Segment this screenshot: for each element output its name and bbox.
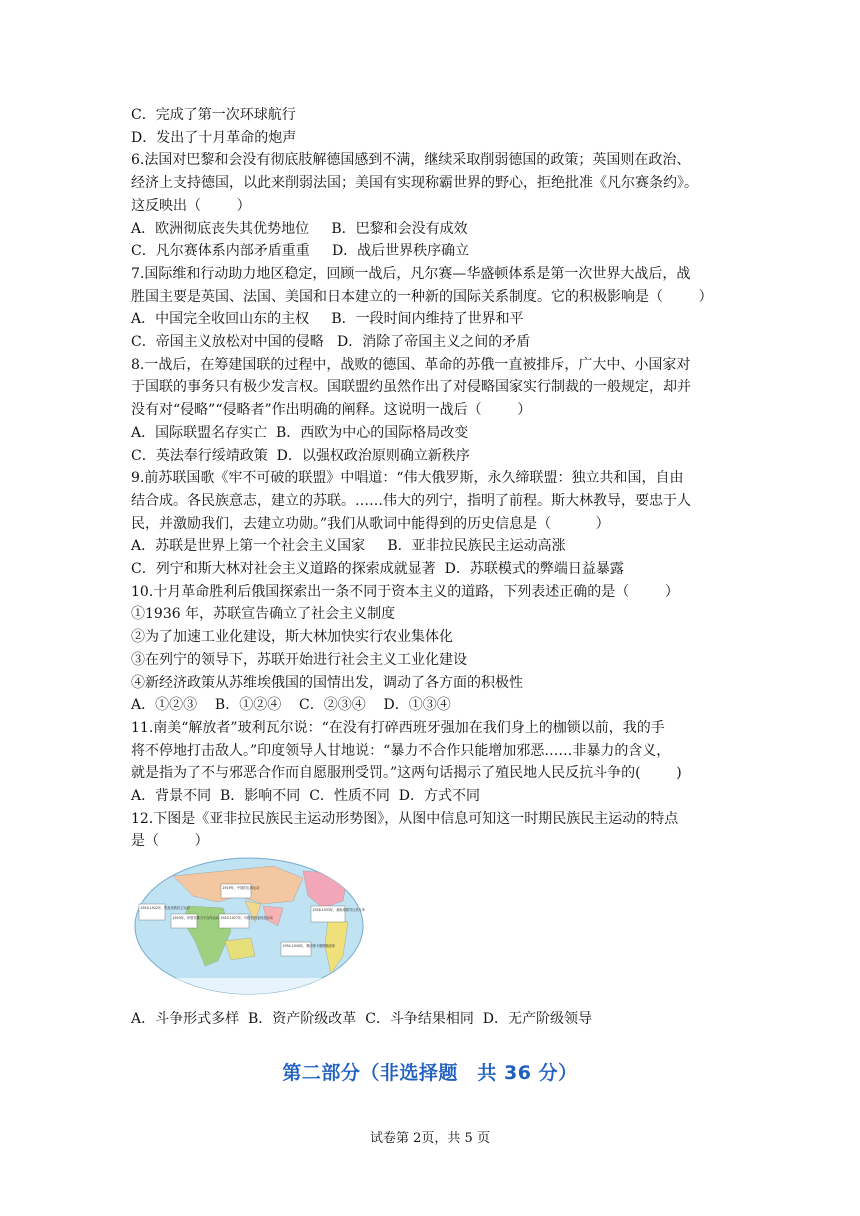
map-label: 1919年，中国的五四运动 <box>222 886 260 890</box>
text-line: 就是指为了不与邪恶合作而自愿服刑受罚。”这两句话揭示了殖民地人民反抗斗争的( ) <box>131 765 682 782</box>
text-line: D．发出了十月革命的炮声 <box>131 129 297 146</box>
map-label: 1919-1922年，埃及民族民主运动 <box>140 906 190 910</box>
text-line: A．苏联是世界上第一个社会主义国家 B．亚非拉民族民主运动高涨 <box>131 538 566 555</box>
map-label: 1934-1940年，墨西哥卡德纳斯改革 <box>282 944 335 948</box>
text-line: 是（ ） <box>131 833 209 850</box>
text-line: 7.国际维和行动助力地区稳定，回顾一战后，凡尔赛—华盛顿体系是第一次世界大战后，战 <box>131 265 691 282</box>
text-line: 8.一战后，在筹建国联的过程中，战败的德国、革命的苏俄一直被排斥，广大中、小国家对 <box>131 356 691 373</box>
text-line: 经济上支持德国，以此来削弱法国；美国有实现称霸世界的野心，拒绝批准《凡尔赛条约》。 <box>131 175 698 192</box>
text-line: 11.南美“解放者”玻利瓦尔说：“在没有打碎西班牙强加在我们身上的枷锁以前，我的手 <box>131 719 665 736</box>
text-line: ①1936 年，苏联宣告确立了社会主义制度 <box>131 606 396 623</box>
text-line: A．欧洲彻底丧失其优势地位 B．巴黎和会没有成效 <box>131 220 468 237</box>
text-line: A．①②③ B．①②④ C．②③④ D．①③④ <box>131 697 451 714</box>
text-line: 胜国主要是英国、法国、美国和日本建立的一种新的国际关系制度。它的积极影响是（ ） <box>131 288 713 305</box>
text-line: C．英法奉行绥靖政策 D．以强权政治原则确立新秩序 <box>131 447 470 464</box>
text-line: C．列宁和斯大林对社会主义道路的探索成就显著 D．苏联模式的弊端日益暴露 <box>131 561 624 577</box>
text-line: ②为了加速工业化建设，斯大林加快实行农业集体化 <box>131 629 453 646</box>
map-label: 1930年，印度非暴力不合作运动 <box>172 916 219 920</box>
question-12-options: A．斗争形式多样 B．资产阶级改革 C．斗争结果相同 D．无产阶级领导 <box>131 1011 593 1027</box>
text-line: 9.前苏联国歌《牢不可破的联盟》中唱道：“伟大俄罗斯，永久缔联盟：独立共和国，自由 <box>131 470 684 487</box>
text-line: C．凡尔赛体系内部矛盾重重 D．战后世界秩序确立 <box>131 243 470 260</box>
text-line: 6.法国对巴黎和会没有彻底肢解德国感到不满，继续采取削弱德国的政策；英国则在政治、 <box>131 152 691 169</box>
text-line: 将不停地打击敌人。”印度领导人甘地说：“暴力不合作只能增加邪恶……非暴力的含义， <box>131 742 671 759</box>
text-line: ④新经济政策从苏维埃俄国的国情出发，调动了各方面的积极性 <box>131 674 523 691</box>
text-line: A．中国完全收回山东的主权 B．一段时间内维持了世界和平 <box>131 311 524 328</box>
text-line: 这反映出（ ） <box>131 197 251 214</box>
page-footer: 试卷第 2页，共 5 页 <box>370 1131 490 1146</box>
text-line: ③在列宁的领导下，苏联开始进行社会主义工业化建设 <box>131 651 467 668</box>
text-line: 没有对“侵略”“侵略者”作出明确的阐释。这说明一战后（ ） <box>131 402 532 419</box>
text-line: A．国际联盟名存实亡 B．西欧为中心的国际格局改变 <box>131 424 469 441</box>
map-label: 1920-1927年，印度尼西亚民族运动 <box>220 916 273 920</box>
text-line: 12.下图是《亚非拉民族民主运动形势图》，从图中信息可知这一时期民族民主运动的特点 <box>131 810 679 827</box>
text-line: A．背景不同 B．影响不同 C．性质不同 D．方式不同 <box>131 788 481 804</box>
section-title: 第二部分（非选择题 共 36 分） <box>282 1062 578 1084</box>
map-label: 1926-1933年，桑地诺领导反美斗争 <box>312 908 365 912</box>
text-line: 于国联的事务只有极少发言权。国联盟约虽然作出了对侵略国家实行制裁的一般规定，却并 <box>131 379 691 396</box>
text-line: C．完成了第一次环球航行 <box>131 107 296 123</box>
text-line: 10.十月革命胜利后俄国探索出一条不同于资本主义的道路，下列表述正确的是（ ） <box>131 583 679 600</box>
text-line: C．帝国主义放松对中国的侵略 D．消除了帝国主义之间的矛盾 <box>131 334 531 350</box>
text-line: 结合成。各民族意志，建立的苏联。……伟大的列宁，指明了前程。斯大林教导，要忠于人 <box>131 492 691 509</box>
text-line: 民，并激励我们，去建立功勋。”我们从歌词中能得到的历史信息是（ ） <box>131 515 610 532</box>
asia-africa-latin-america-movement-map <box>133 856 365 996</box>
